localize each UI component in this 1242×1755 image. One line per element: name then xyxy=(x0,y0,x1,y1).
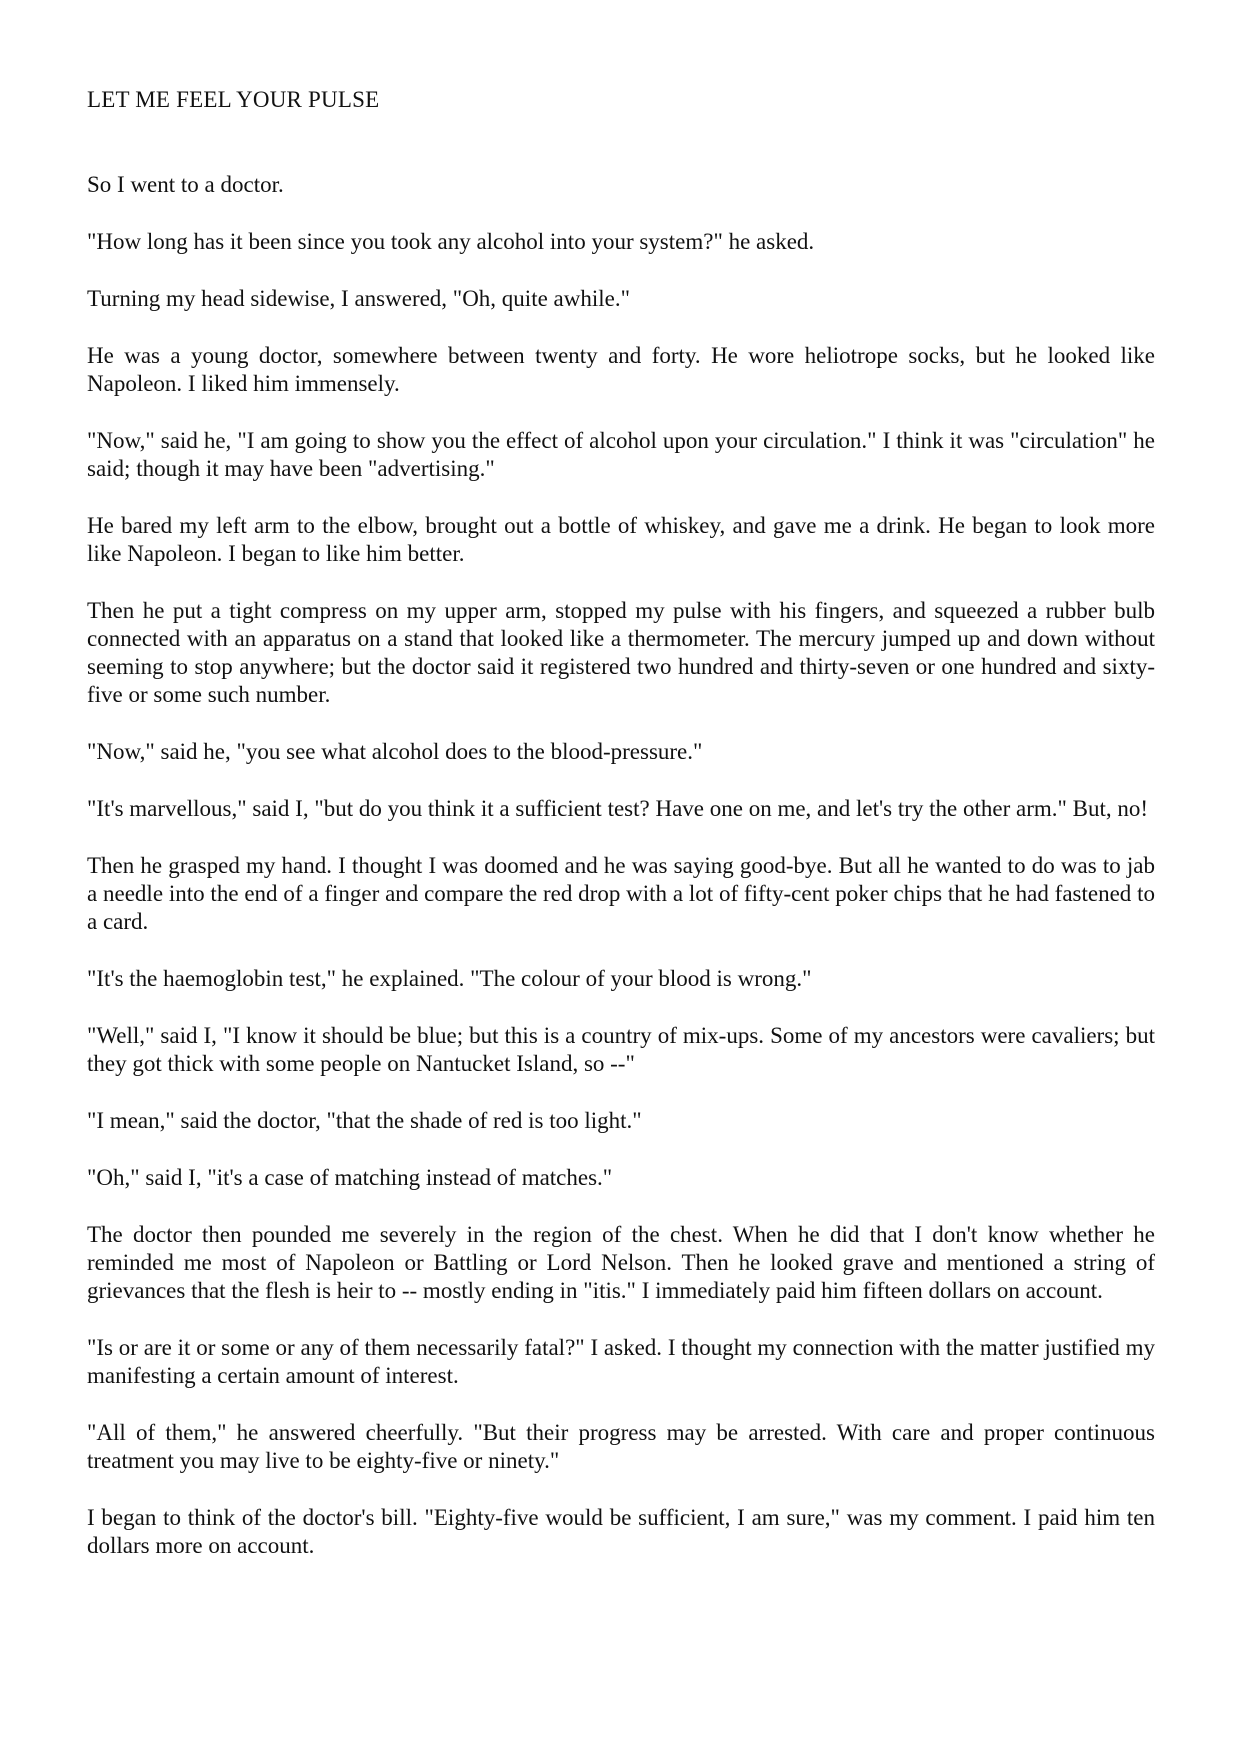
paragraph: "Is or are it or some or any of them necessarily fatal?" I asked. I thought my connection with the matter justified my manifesting a certain amount of interest. xyxy=(87,1335,1155,1388)
paragraph: The doctor then pounded me severely in the region of the chest. When he did that I don't know whether he reminded me most of Napoleon or Battling or Lord Nelson. Then he looked grave and mentioned a string of grievances that the flesh is heir to -- mostly ending in "itis." I immediately paid him fifteen dollars on account. xyxy=(87,1222,1155,1303)
paragraph: So I went to a doctor. xyxy=(87,172,284,197)
paragraph: He bared my left arm to the elbow, brought out a bottle of whiskey, and gave me a drink. He began to look more like Napoleon. I began to like him better. xyxy=(87,513,1155,566)
paragraph: Then he grasped my hand. I thought I was doomed and he was saying good-bye. But all he wanted to do was to jab a needle into the end of a finger and compare the red drop with a lot of fifty-cent poker chips that he had fastened to a card. xyxy=(87,853,1155,934)
paragraph: "How long has it been since you took any alcohol into your system?" he asked. xyxy=(87,229,815,254)
paragraph: "It's marvellous," said I, "but do you think it a sufficient test? Have one on me, and let's try the other arm." But, no! xyxy=(87,796,1149,821)
document-body xyxy=(87,171,1155,1589)
paragraph: "Now," said he, "you see what alcohol does to the blood-pressure." xyxy=(87,739,703,764)
paragraph: Turning my head sidewise, I answered, "Oh, quite awhile." xyxy=(87,286,630,311)
paragraph: "All of them," he answered cheerfully. "But their progress may be arrested. With care and proper continuous treatment you may live to be eighty-five or ninety." xyxy=(87,1420,1155,1473)
paragraph: "Well," said I, "I know it should be blue; but this is a country of mix-ups. Some of my ancestors were cavaliers; but they got thick with some people on Nantucket Island, so --" xyxy=(87,1023,1155,1076)
paragraph: He was a young doctor, somewhere between twenty and forty. He wore heliotrope socks, but he looked like Napoleon. I liked him immensely. xyxy=(87,343,1155,396)
paragraph: I began to think of the doctor's bill. "Eighty-five would be sufficient, I am sure," was my comment. I paid him ten dollars more on account. xyxy=(87,1505,1155,1558)
paragraph: "I mean," said the doctor, "that the shade of red is too light." xyxy=(87,1108,642,1133)
paragraph: "It's the haemoglobin test," he explained. "The colour of your blood is wrong." xyxy=(87,966,812,991)
document-title: LET ME FEEL YOUR PULSE xyxy=(87,87,380,112)
paragraph: "Oh," said I, "it's a case of matching instead of matches." xyxy=(87,1165,613,1190)
paragraph: "Now," said he, "I am going to show you the effect of alcohol upon your circulation." I think it was "circulation" he said; though it may have been "advertising." xyxy=(87,428,1155,481)
paragraph: Then he put a tight compress on my upper arm, stopped my pulse with his fingers, and squeezed a rubber bulb connected with an apparatus on a stand that looked like a thermometer. The mercury jumped up and down without seeming to stop anywhere; but the doctor said it registered two hundred and thirty-seven or one hundred and sixty-five or some such number. xyxy=(87,598,1155,707)
